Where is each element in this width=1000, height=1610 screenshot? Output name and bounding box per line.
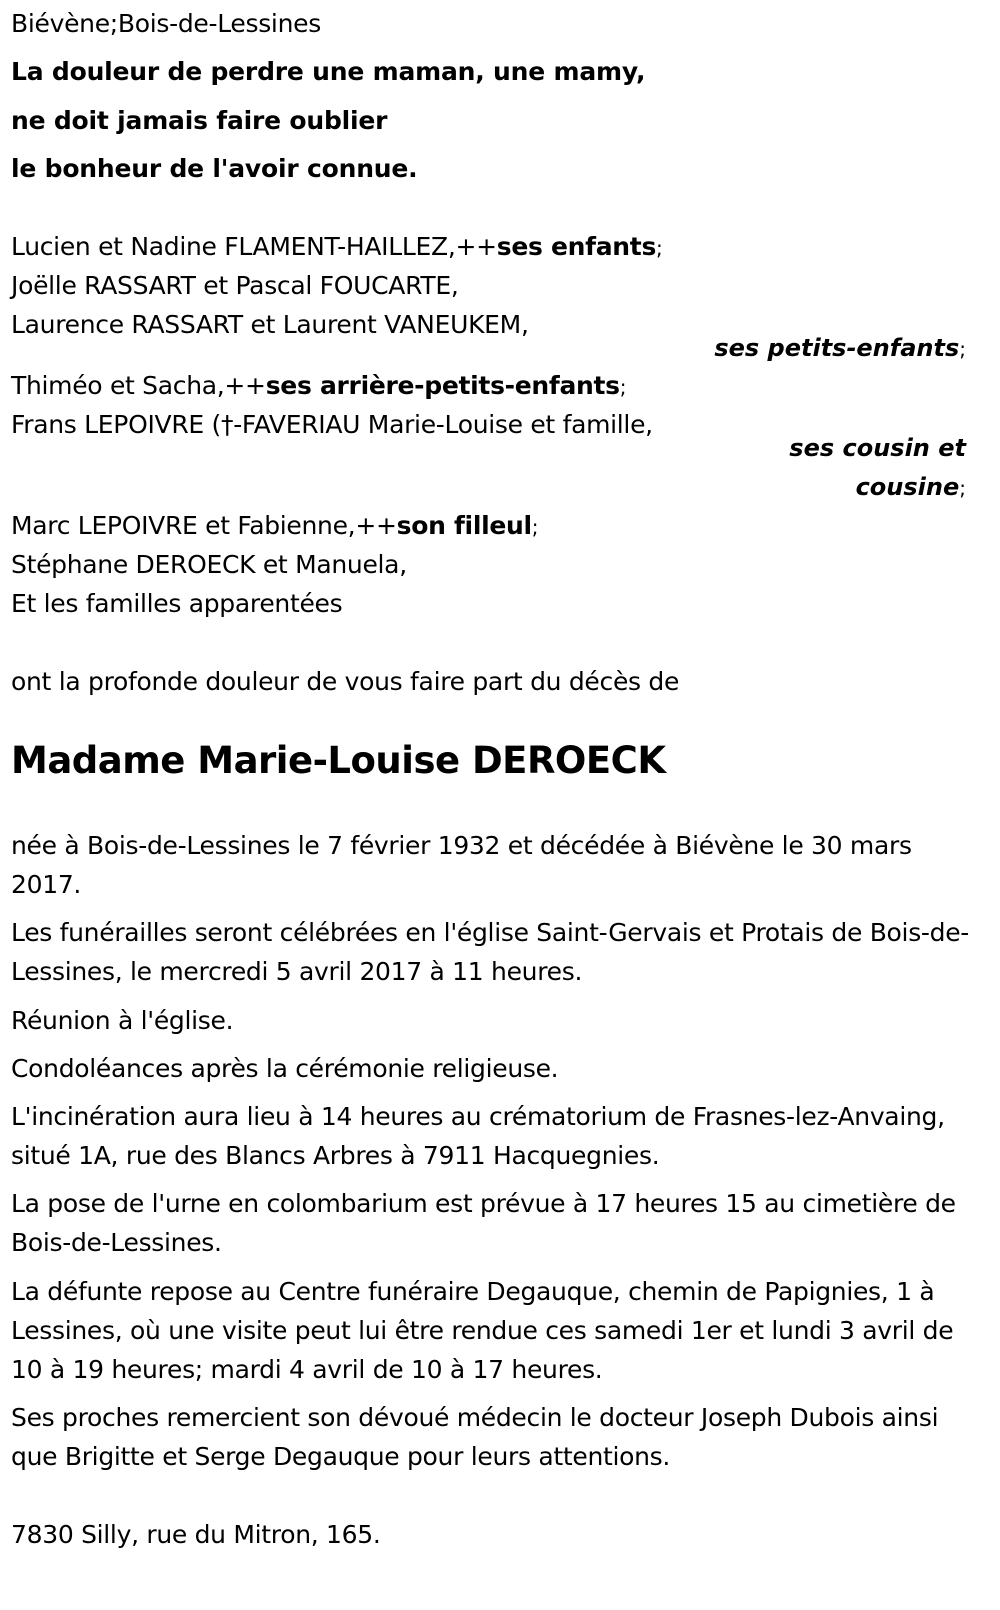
detail-birth-death: née à Bois-de-Lessines le 7 février 1932 et décédée à Biévène le 30 mars 2017.	[11, 831, 912, 899]
quote-line-2: ne doit jamais faire oublier	[11, 106, 388, 135]
detail-thanks: Ses proches remercient son dévoué médecin le docteur Joseph Dubois ainsi que Brigitte et Serge Degauque pour leurs attentions.	[11, 1403, 939, 1471]
relation-cousin-line-1: ses cousin et	[789, 434, 966, 462]
quote-line-1: La douleur de perdre une maman, une mamy,	[11, 57, 646, 86]
relation-suffix: ;	[959, 337, 966, 361]
detail-funeral: Les funérailles seront célébrées en l'église Saint-Gervais et Protais de Bois-de-Lessines, le mercredi 5 avril 2017 à 11 heures.	[11, 918, 970, 986]
detail-visitation: La défunte repose au Centre funéraire Degauque, chemin de Papignies, 1 à Lessines, où une visite peut lui être rendue ces samedi 1er et lundi 3 avril de 10 à 19 heures; mardi 4 avril de 10 à 17 heures.	[11, 1277, 954, 1384]
relation-cousin-line-2	[856, 467, 966, 508]
deceased-name: Madame Marie-Louise DEROECK	[11, 739, 666, 782]
detail-cremation: L'incinération aura lieu à 14 heures au crématorium de Frasnes-lez-Anvaing, situé 1A, rue des Blancs Arbres à 7911 Hacquegnies.	[11, 1102, 945, 1170]
family-line-great-grandchildren	[11, 366, 626, 407]
family-line-cousin: Frans LEPOIVRE (†-FAVERIAU Marie-Louise et famille,	[11, 410, 653, 439]
family-line-grandchild-1: Joëlle RASSART et Pascal FOUCARTE,	[11, 271, 459, 300]
family-line-children	[11, 227, 662, 268]
family-relation: son filleul	[396, 511, 532, 540]
announcement-intro: ont la profonde douleur de vous faire part du décès de	[11, 667, 680, 696]
family-line-godson	[11, 506, 538, 547]
location-header: Biévène;Bois-de-Lessines	[11, 9, 321, 38]
relation-grandchildren	[714, 328, 966, 369]
detail-urn: La pose de l'urne en colombarium est prévue à 17 heures 15 au cimetière de Bois-de-Lessines.	[11, 1189, 956, 1257]
footer-address: 7830 Silly, rue du Mitron, 165.	[11, 1520, 381, 1549]
family-relation: ses arrière-petits-enfants	[265, 371, 620, 400]
family-line-grandchild-2: Laurence RASSART et Laurent VANEUKEM,	[11, 310, 529, 339]
relation-suffix: ;	[959, 476, 966, 500]
family-names: Marc LEPOIVRE et Fabienne,++	[11, 511, 397, 540]
family-line-deroeck: Stéphane DEROECK et Manuela,	[11, 550, 407, 579]
family-line-relatives: Et les familles apparentées	[11, 589, 343, 618]
family-relation: ses enfants	[496, 232, 657, 261]
quote-line-3: le bonheur de l'avoir connue.	[11, 154, 418, 183]
family-names: Thiméo et Sacha,++	[11, 371, 266, 400]
family-names: Lucien et Nadine FLAMENT-HAILLEZ,++	[11, 232, 497, 261]
relation-suffix: ;	[656, 236, 663, 260]
relation-text: ses petits-enfants	[714, 334, 960, 362]
detail-meeting: Réunion à l'église.	[11, 1006, 234, 1035]
relation-text: cousine	[855, 473, 960, 501]
relation-suffix: ;	[531, 515, 539, 539]
relation-suffix: ;	[619, 375, 627, 399]
detail-condolences: Condoléances après la cérémonie religieuse.	[11, 1054, 559, 1083]
